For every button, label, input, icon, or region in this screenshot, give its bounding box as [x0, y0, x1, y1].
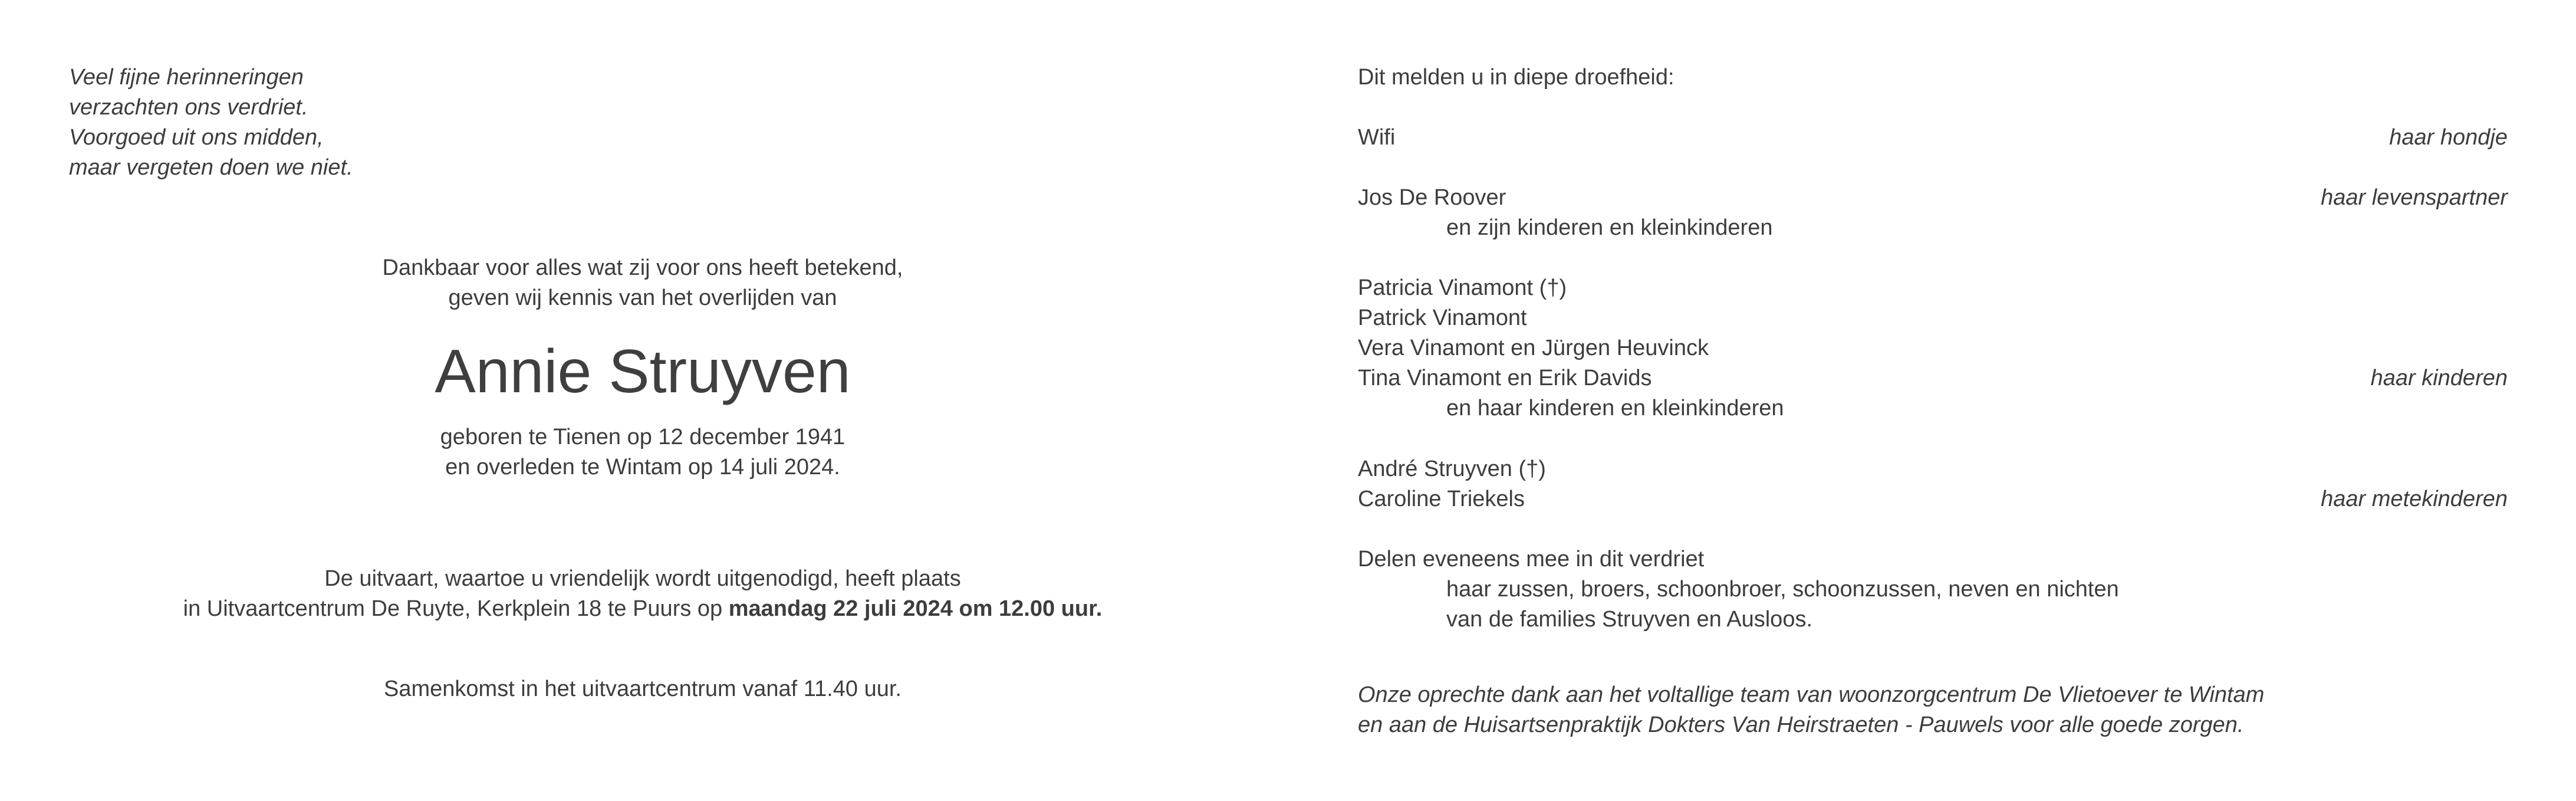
family-partner: [1358, 183, 2508, 243]
poem-line: maar vergeten doen we niet.: [69, 155, 353, 180]
family-row: [1358, 484, 2508, 514]
announcement-line: Dit melden u in diepe droefheid:: [1358, 65, 1674, 90]
announcement: [1358, 63, 2508, 93]
poem-line: verzachten ons verdriet.: [69, 95, 308, 120]
family-wifi: [1358, 123, 2508, 153]
family-row: [1358, 363, 2508, 393]
family-sub-line: en zijn kinderen en kleinkinderen: [1446, 215, 1773, 240]
funeral-line-1: De uitvaart, waartoe u vriendelijk wordt uitgenodigd, heeft plaats: [324, 566, 961, 591]
family-sub-line: en haar kinderen en kleinkinderen: [1446, 396, 1784, 421]
life-dates: [0, 422, 1285, 482]
relation-label: haar metekinderen: [2321, 487, 2508, 511]
family-others: [1358, 544, 2508, 635]
family-member-name: Jos De Roover: [1358, 185, 1506, 210]
others-line-3: van de families Struyven en Ausloos.: [1446, 607, 1813, 632]
poem-line: Voorgoed uit ons midden,: [69, 125, 324, 150]
family-member-name: Wifi: [1358, 125, 1396, 150]
right-panel: [1358, 0, 2508, 801]
others-line-1: Delen eveneens mee in dit verdriet: [1358, 547, 1705, 572]
deceased-name: Annie Struyven: [435, 337, 851, 406]
intro-line-2: geven wij kennis van het overlijden van: [448, 285, 837, 310]
poem: [69, 63, 353, 183]
thanks-line-2: en aan de Huisartsenpraktijk Dokters Van Heirstraeten - Pauwels voor alle goede zorgen.: [1358, 713, 2244, 737]
family-member-name: André Struyven (†): [1358, 457, 1546, 481]
others-line-2: haar zussen, broers, schoonbroer, schoonzussen, neven en nichten: [1446, 577, 2119, 602]
family-row: [1358, 123, 2508, 153]
family-row: [1358, 183, 2508, 213]
family-member-name: Vera Vinamont en Jürgen Heuvinck: [1358, 336, 1709, 360]
family-member-name: Patricia Vinamont (†): [1358, 275, 1567, 300]
family-member-name: Tina Vinamont en Erik Davids: [1358, 366, 1652, 390]
funeral-datetime: maandag 22 juli 2024 om 12.00 uur.: [728, 596, 1103, 621]
death-line: en overleden te Wintam op 14 juli 2024.: [445, 455, 840, 480]
funeral-location: in Uitvaartcentrum De Ruyte, Kerkplein 18 te Puurs op: [183, 596, 729, 621]
gathering-line: Samenkomst in het uitvaartcentrum vanaf 11.40 uur.: [384, 677, 902, 701]
family-member-name: Patrick Vinamont: [1358, 306, 1527, 330]
relation-label: haar levenspartner: [2321, 185, 2508, 210]
relation-label: haar kinderen: [2370, 366, 2508, 390]
birth-line: geboren te Tienen op 12 december 1941: [440, 425, 845, 449]
family-member-name: Caroline Triekels: [1358, 487, 1525, 511]
funeral-line-2: [0, 594, 1285, 624]
thanks-line-1: Onze oprechte dank aan het voltallige team van woonzorgcentrum De Vlietoever te Wintam: [1358, 682, 2265, 707]
family-stepchildren: [1358, 454, 2508, 514]
gathering-info: [0, 674, 1285, 704]
funeral-info: [0, 564, 1285, 624]
family-children: [1358, 273, 2508, 424]
intro-line-1: Dankbaar voor alles wat zij voor ons heeft betekend,: [382, 255, 903, 280]
left-panel: [0, 0, 1285, 801]
thanks: [1358, 680, 2508, 740]
poem-line: Veel fijne herinneringen: [69, 65, 304, 90]
intro-text: [0, 253, 1285, 313]
relation-label: haar hondje: [2389, 125, 2508, 150]
